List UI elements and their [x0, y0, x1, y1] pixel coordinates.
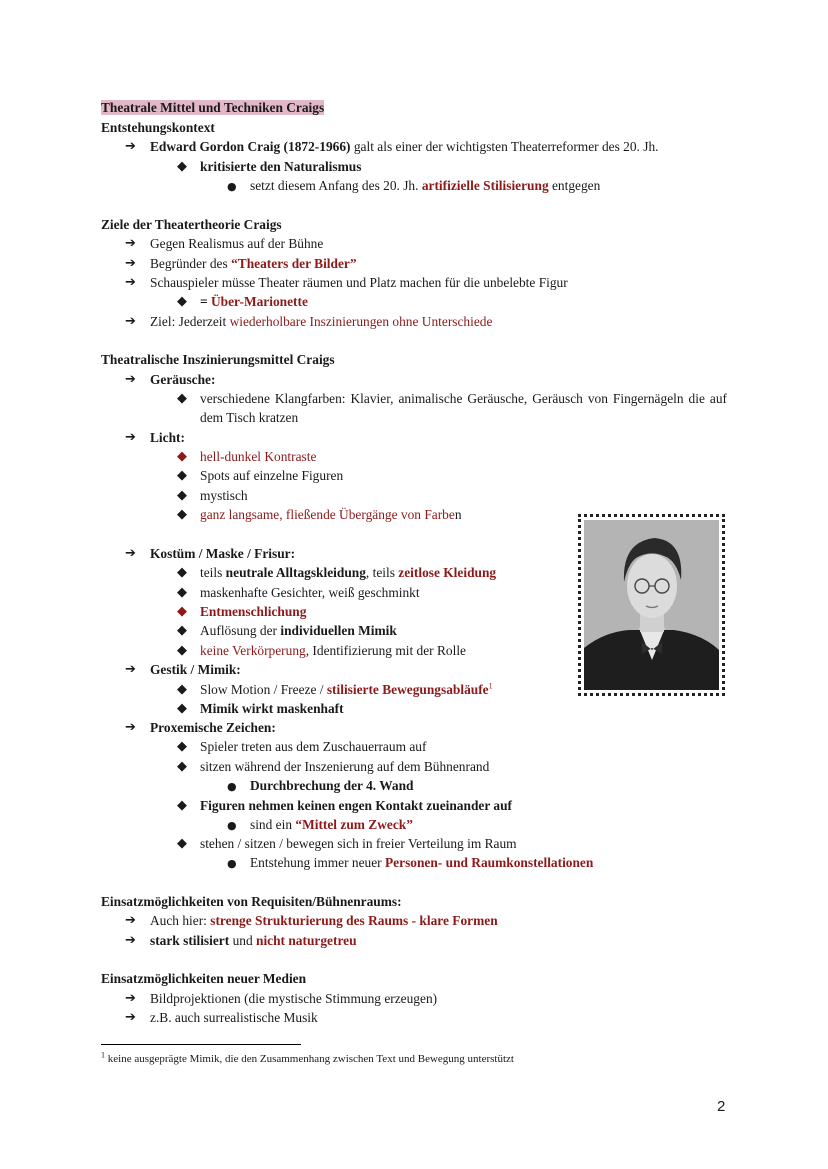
list-item: Ziel: Jederzeit wiederholbare Inszinierungen ohne Unterschiede	[150, 314, 493, 329]
footnote-divider	[101, 1044, 301, 1045]
list-item: Auflösung der individuellen Mimik	[200, 623, 397, 638]
arrow-icon: ➔	[125, 430, 136, 445]
arrow-icon: ➔	[125, 275, 136, 290]
list-item: teils neutrale Alltagskleidung, teils zeitlose Kleidung	[200, 565, 497, 580]
diamond-icon: ◆	[177, 391, 187, 406]
diamond-icon: ◆	[177, 701, 187, 716]
section-heading-requisiten: Einsatzmöglichkeiten von Requisiten/Bühnenraums:	[101, 894, 402, 909]
list-item: Spieler treten aus dem Zuschauerraum auf	[200, 739, 427, 754]
diamond-icon: ◆	[177, 623, 187, 638]
page-number: 2	[717, 1098, 726, 1115]
list-item: Begründer des “Theaters der Bilder”	[150, 256, 357, 271]
list-item: Gegen Realismus auf der Bühne	[150, 236, 324, 251]
list-item-gestik: Gestik / Mimik:	[150, 662, 241, 677]
bullet-icon: ●	[227, 180, 237, 193]
diamond-icon: ◆	[177, 488, 187, 503]
section-heading-ziele: Ziele der Theatertheorie Craigs	[101, 217, 282, 232]
list-item: Bildprojektionen (die mystische Stimmung erzeugen)	[150, 991, 438, 1006]
arrow-icon: ➔	[125, 991, 136, 1006]
list-item: Durchbrechung der 4. Wand	[250, 778, 414, 793]
page-title: Theatrale Mittel und Techniken Craigs	[101, 100, 325, 115]
diamond-icon: ◆	[177, 468, 187, 483]
list-item: sitzen während der Inszenierung auf dem Bühnenrand	[200, 759, 490, 774]
list-item: Slow Motion / Freeze / stilisierte Bewegungsabläufe$^1$	[200, 681, 493, 697]
footnote-ref[interactable]: 1	[488, 681, 493, 691]
diamond-icon: ◆	[177, 643, 187, 658]
diamond-icon: ◆	[177, 836, 187, 851]
bullet-icon: ●	[227, 857, 237, 870]
section-heading-entstehung: Entstehungskontext	[101, 120, 215, 135]
section-heading-medien: Einsatzmöglichkeiten neuer Medien	[101, 971, 307, 986]
diamond-icon: ◆	[177, 682, 187, 697]
arrow-icon: ➔	[125, 256, 136, 271]
list-item: stehen / sitzen / bewegen sich in freier Verteilung im Raum	[200, 836, 517, 851]
list-item: setzt diesem Anfang des 20. Jh. artifizielle Stilisierung entgegen	[250, 178, 601, 193]
list-item-proxemik: Proxemische Zeichen:	[150, 720, 276, 735]
diamond-icon: ◆	[177, 507, 187, 522]
list-item: hell-dunkel Kontraste	[200, 449, 317, 464]
list-item: Mimik wirkt maskenhaft	[200, 701, 344, 716]
portrait-photo	[578, 514, 725, 696]
diamond-icon: ◆	[177, 739, 187, 754]
list-item: Schauspieler müsse Theater räumen und Platz machen für die unbelebte Figur	[150, 275, 568, 290]
list-item: ganz langsame, fließende Übergänge von Farben	[200, 507, 462, 522]
footnote: $^1$ keine ausgeprägte Mimik, die den Zusammenhang zwischen Text und Bewegung unterstützt	[101, 1050, 514, 1065]
list-item: Edward Gordon Craig (1872-1966) galt als einer der wichtigsten Theaterreformer des 20. Jh.	[150, 139, 659, 154]
bullet-icon: ●	[227, 819, 237, 832]
bullet-icon: ●	[227, 780, 237, 793]
diamond-icon: ◆	[177, 798, 187, 813]
arrow-icon: ➔	[125, 236, 136, 251]
diamond-icon: ◆	[177, 294, 187, 309]
section-heading-inszinierungsmittel: Theatralische Inszinierungsmittel Craigs	[101, 352, 335, 367]
list-item: = Über-Marionette	[200, 294, 308, 309]
diamond-icon: ◆	[177, 585, 187, 600]
list-item: Figuren nehmen keinen engen Kontakt zueinander auf	[200, 798, 512, 813]
diamond-icon: ◆	[177, 159, 187, 174]
list-item-kostuem: Kostüm / Maske / Frisur:	[150, 546, 296, 561]
arrow-icon: ➔	[125, 913, 136, 928]
list-item: keine Verkörperung, Identifizierung mit der Rolle	[200, 643, 467, 658]
list-item: z.B. auch surrealistische Musik	[150, 1010, 318, 1025]
list-item-licht: Licht:	[150, 430, 185, 445]
list-item-geraeusche: Geräusche:	[150, 372, 216, 387]
portrait-image	[584, 520, 719, 690]
list-item: sind ein “Mittel zum Zweck”	[250, 817, 413, 832]
arrow-icon: ➔	[125, 139, 136, 154]
arrow-icon: ➔	[125, 720, 136, 735]
diamond-icon: ◆	[177, 565, 187, 580]
list-item: mystisch	[200, 488, 248, 503]
diamond-icon: ◆	[177, 604, 187, 619]
arrow-icon: ➔	[125, 1010, 136, 1025]
list-item: Entmenschlichung	[200, 604, 307, 619]
list-item: stark stilisiert und nicht naturgetreu	[150, 933, 357, 948]
arrow-icon: ➔	[125, 933, 136, 948]
list-item: maskenhafte Gesichter, weiß geschminkt	[200, 585, 420, 600]
list-item: Entstehung immer neuer Personen- und Raumkonstellationen	[250, 855, 594, 870]
list-item: kritisierte den Naturalismus	[200, 159, 362, 174]
list-item: Spots auf einzelne Figuren	[200, 468, 344, 483]
arrow-icon: ➔	[125, 314, 136, 329]
list-item: Auch hier: strenge Strukturierung des Raums - klare Formen	[150, 913, 498, 928]
diamond-icon: ◆	[177, 449, 187, 464]
diamond-icon: ◆	[177, 759, 187, 774]
footnote-mark: 1	[101, 1050, 105, 1060]
arrow-icon: ➔	[125, 372, 136, 387]
arrow-icon: ➔	[125, 546, 136, 561]
arrow-icon: ➔	[125, 662, 136, 677]
list-item: verschiedene Klangfarben: Klavier, animalische Geräusche, Geräusch von Fingernägeln die auf dem Tisch kratzen	[200, 391, 727, 425]
